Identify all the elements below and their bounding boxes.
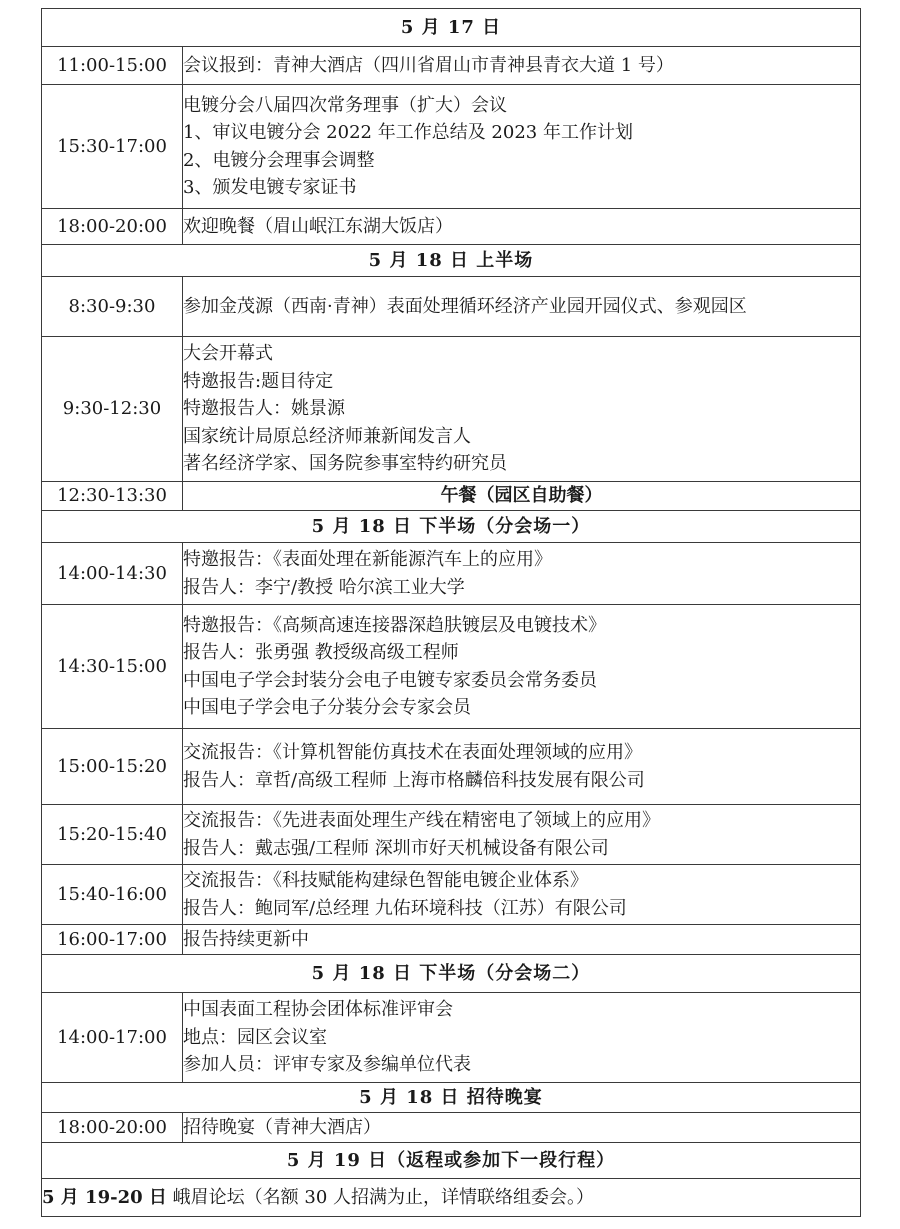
- content-cell: [183, 85, 861, 209]
- content-cell: [183, 543, 861, 605]
- time-cell: 16:00-17:00: [42, 925, 183, 955]
- content-cell: [183, 277, 861, 337]
- time-cell: 18:00-20:00: [42, 1113, 183, 1143]
- section-heading: 5 月 17 日: [42, 9, 861, 47]
- table-row: [42, 277, 861, 337]
- time-cell: 15:40-16:00: [42, 865, 183, 925]
- time-cell: 15:20-15:40: [42, 805, 183, 865]
- time-cell: 18:00-20:00: [42, 209, 183, 245]
- section-heading: 5 月 18 日 下半场（分会场二）: [42, 955, 861, 993]
- content-cell: [183, 47, 861, 85]
- content-line: 报告人：张勇强 教授级高级工程师: [183, 642, 459, 663]
- content-line: 欢迎晚餐（眉山岷江东湖大饭店）: [183, 215, 453, 237]
- content-line: 特邀报告：《高频高速连接器深趋肤镀层及电镀技术》: [183, 614, 606, 636]
- content-cell: [183, 337, 861, 482]
- forum-text: 峨眉论坛（名额 30 人招满为止，详情联络组委会。）: [172, 1186, 594, 1208]
- table-row: [42, 85, 861, 209]
- content-line: 参加人员：评审专家及参编单位代表: [183, 1054, 471, 1076]
- section-heading-row: [42, 9, 861, 47]
- time-cell: 12:30-13:30: [42, 482, 183, 511]
- content-cell: [183, 925, 861, 955]
- content-line: 交流报告：《科技赋能构建绿色智能电镀企业体系》: [183, 870, 588, 891]
- content-line: 报告人：李宁/教授 哈尔滨工业大学: [183, 576, 465, 598]
- section-heading: 5 月 18 日 招待晚宴: [42, 1083, 861, 1113]
- content-line: 著名经济学家、国务院参事室特约研究员: [183, 453, 507, 475]
- table-row: [42, 209, 861, 245]
- content-line: 报告持续更新中: [183, 928, 309, 950]
- time-cell: 14:00-14:30: [42, 543, 183, 605]
- content-line: 会议报到：青神大酒店（四川省眉山市青神县青衣大道 1 号）: [183, 54, 674, 76]
- section-heading-row: [42, 245, 861, 277]
- content-line: 参加金茂源（西南·青神）表面处理循环经济产业园开园仪式、参观园区: [183, 295, 747, 317]
- content-line: 国家统计局原总经济师兼新闻发言人: [183, 425, 471, 447]
- content-line: 报告人：章哲/高级工程师 上海市格麟倍科技发展有限公司: [183, 769, 645, 791]
- schedule-table: [41, 8, 861, 1217]
- table-row: [42, 729, 861, 805]
- content-line: 2、电镀分会理事会调整: [183, 149, 375, 171]
- content-line: 报告人：戴志强/工程师 深圳市好天机械设备有限公司: [183, 837, 609, 859]
- content-line: 特邀报告:题目待定: [183, 370, 334, 392]
- content-line: 地点：园区会议室: [183, 1026, 327, 1048]
- time-cell: 11:00-15:00: [42, 47, 183, 85]
- content-line: 大会开幕式: [183, 343, 273, 365]
- table-row: [42, 993, 861, 1083]
- forum-cell: [42, 1179, 861, 1217]
- content-cell: [183, 1113, 861, 1143]
- content-line: 特邀报告：《表面处理在新能源汽车上的应用》: [183, 549, 552, 570]
- table-row: [42, 605, 861, 729]
- section-heading-row: [42, 511, 861, 543]
- section-heading-row: [42, 1143, 861, 1179]
- content-line: 报告人：鲍同军/总经理 九佑环境科技（江苏）有限公司: [183, 897, 627, 919]
- table-row: [42, 925, 861, 955]
- content-cell: [183, 729, 861, 805]
- content-line: 电镀分会八届四次常务理事（扩大）会议: [183, 94, 507, 116]
- time-cell: 15:30-17:00: [42, 85, 183, 209]
- time-cell: 8:30-9:30: [42, 277, 183, 337]
- table-row: [42, 47, 861, 85]
- content-line: 3、颁发电镀专家证书: [183, 177, 357, 198]
- section-heading-row: [42, 1083, 861, 1113]
- table-row: [42, 1113, 861, 1143]
- table-row: [42, 805, 861, 865]
- table-row: [42, 482, 861, 511]
- content-line: 特邀报告人：姚景源: [183, 398, 345, 420]
- table-row: [42, 543, 861, 605]
- table-row: [42, 337, 861, 482]
- content-line: 交流报告：《先进表面处理生产线在精密电了领域上的应用》: [183, 810, 660, 831]
- section-heading: 5 月 18 日 上半场: [42, 245, 861, 277]
- time-cell: 15:00-15:20: [42, 729, 183, 805]
- section-heading-row: [42, 955, 861, 993]
- section-heading: 5 月 18 日 下半场（分会场一）: [42, 511, 861, 543]
- content-line: 中国电子学会电子分装分会专家会员: [183, 697, 471, 718]
- content-line: 招待晚宴（青神大酒店）: [183, 1116, 381, 1138]
- time-cell: 14:00-17:00: [42, 993, 183, 1083]
- time-cell: 14:30-15:00: [42, 605, 183, 729]
- content-line: 中国表面工程协会团体标准评审会: [183, 999, 453, 1021]
- content-cell: [183, 209, 861, 245]
- content-line: 中国电子学会封装分会电子电镀专家委员会常务委员: [183, 669, 597, 691]
- content-cell: [183, 993, 861, 1083]
- content-cell: [183, 605, 861, 729]
- content-cell: [183, 865, 861, 925]
- content-line: 交流报告：《计算机智能仿真技术在表面处理领域的应用》: [183, 742, 642, 763]
- lunch-cell: 午餐（园区自助餐）: [183, 482, 861, 511]
- content-line: 1、审议电镀分会 2022 年工作总结及 2023 年工作计划: [183, 122, 633, 143]
- time-cell: 9:30-12:30: [42, 337, 183, 482]
- table-row: [42, 1179, 861, 1217]
- table-row: [42, 865, 861, 925]
- forum-date: 5 月 19-20 日: [42, 1186, 167, 1208]
- section-heading: 5 月 19 日（返程或参加下一段行程）: [42, 1143, 861, 1179]
- content-cell: [183, 805, 861, 865]
